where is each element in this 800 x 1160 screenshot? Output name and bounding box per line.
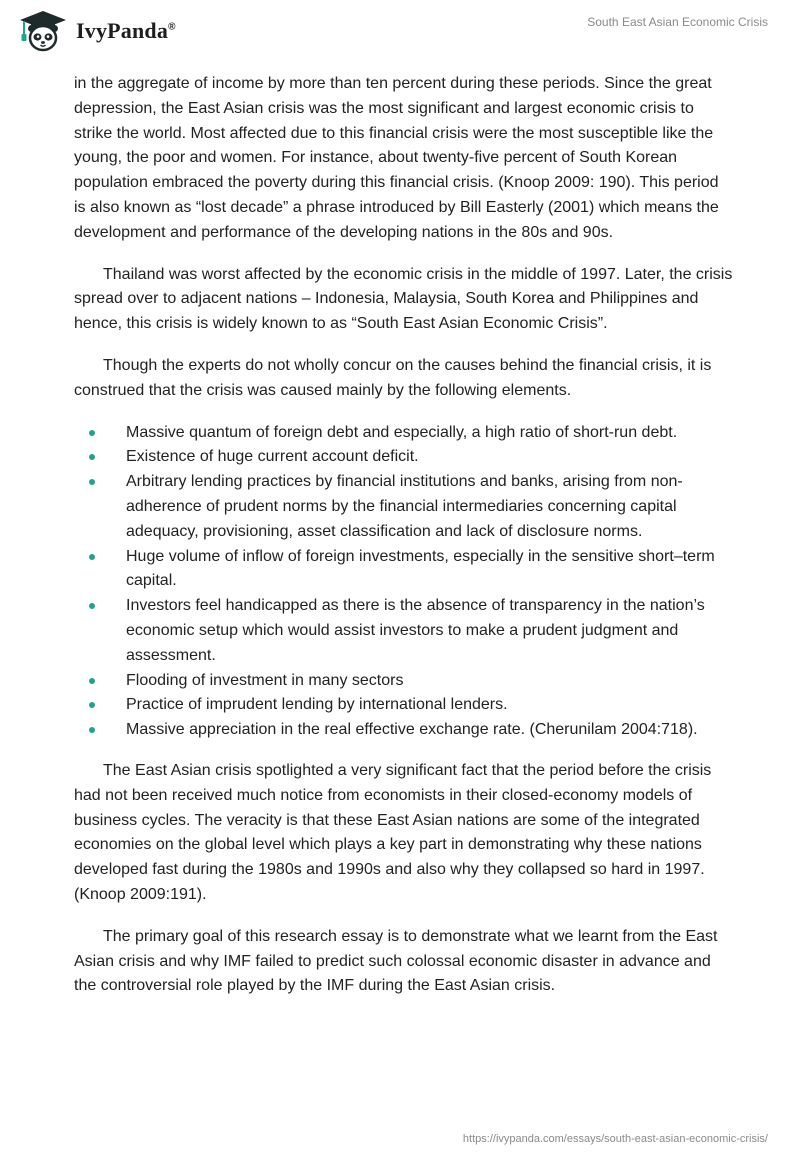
list-item-text: Arbitrary lending practices by financial institutions and banks, arising from non-adherence of prudent norms by the financial intermediaries concerning capital adequacy, provisioning, asset classification and lack of disclosure norms.	[126, 473, 683, 540]
bullet-dot-icon	[89, 702, 95, 708]
list-item-text: Existence of huge current account deficit.	[126, 448, 419, 466]
list-item-text: Huge volume of inflow of foreign investments, especially in the sensitive short–term capital.	[126, 547, 715, 590]
paragraph-essay-goal: The primary goal of this research essay is to demonstrate what we learnt from the East Asian crisis and why IMF failed to predict such colossal economic disaster in advance and the controversial role played by the IMF during the East Asian crisis.	[74, 927, 718, 995]
list-item	[74, 669, 734, 694]
bullet-dot-icon	[89, 554, 95, 560]
list-item-text: Investors feel handicapped as there is the absence of transparency in the nation’s economic setup which would assist investors to make a prudent judgment and assessment.	[126, 597, 705, 664]
list-item	[74, 718, 734, 743]
list-item	[74, 693, 734, 718]
panda-graduate-icon	[16, 9, 70, 53]
document-title: South East Asian Economic Crisis	[587, 15, 768, 29]
bullet-dot-icon	[89, 603, 95, 609]
causes-list	[74, 421, 734, 743]
logo-wordmark: IvyPanda®	[76, 18, 176, 43]
essay-body	[74, 72, 734, 1016]
list-item-text: Massive quantum of foreign debt and especially, a high ratio of short-run debt.	[126, 423, 678, 441]
list-item-text: Massive appreciation in the real effective exchange rate. (Cherunilam 2004:718).	[126, 721, 698, 739]
bullet-dot-icon	[89, 479, 95, 485]
list-item	[74, 470, 734, 544]
list-item	[74, 445, 734, 470]
list-item	[74, 421, 734, 446]
source-url-link[interactable]: https://ivypanda.com/essays/south-east-asian-economic-crisis/	[462, 1133, 768, 1145]
bullet-dot-icon	[89, 454, 95, 460]
paragraph-thailand: Thailand was worst affected by the economic crisis in the middle of 1997. Later, the crisis spread over to adjacent nations – Indonesia, Malaysia, South Korea and Philippines and hence, this crisis is widely known to as “South East Asian Economic Crisis”.	[74, 265, 733, 333]
paragraph-business-cycles: The East Asian crisis spotlighted a very significant fact that the period before the crisis had not been received much notice from economists in their closed-economy models of business cycles. The veracity is that these East Asian nations are some of the integrated economies on the global level which plays a key part in demonstrating why these nations developed fast during the 1980s and 1990s and also why they collapsed so hard in 1997. (Knoop 2009:191).	[74, 761, 712, 903]
bullet-dot-icon	[89, 430, 95, 436]
ivypanda-logo[interactable]	[16, 9, 176, 53]
bullet-dot-icon	[89, 678, 95, 684]
page-header	[0, 0, 800, 64]
list-item	[74, 594, 734, 668]
bullet-dot-icon	[89, 727, 95, 733]
list-item-text: Flooding of investment in many sectors	[126, 671, 404, 689]
paragraph-causes-intro: Though the experts do not wholly concur on the causes behind the financial crisis, it is construed that the crisis was caused mainly by the following elements.	[74, 356, 712, 399]
list-item-text: Practice of imprudent lending by international lenders.	[126, 696, 508, 714]
paragraph-continuation: in the aggregate of income by more than ten percent during these periods. Since the great depression, the East Asian crisis was the most significant and largest economic crisis to strike the world. Most affected due to this financial crisis were the most susceptible like the young, the poor and women. For instance, about twenty-five percent of South Korean population embraced the poverty during this financial crisis. (Knoop 2009: 190). This period is also known as “lost decade” a phrase introduced by Bill Easterly (2001) which means the development and performance of the developing nations in the 80s and 90s.	[74, 75, 719, 241]
list-item	[74, 545, 734, 595]
registered-mark: ®	[168, 21, 176, 33]
